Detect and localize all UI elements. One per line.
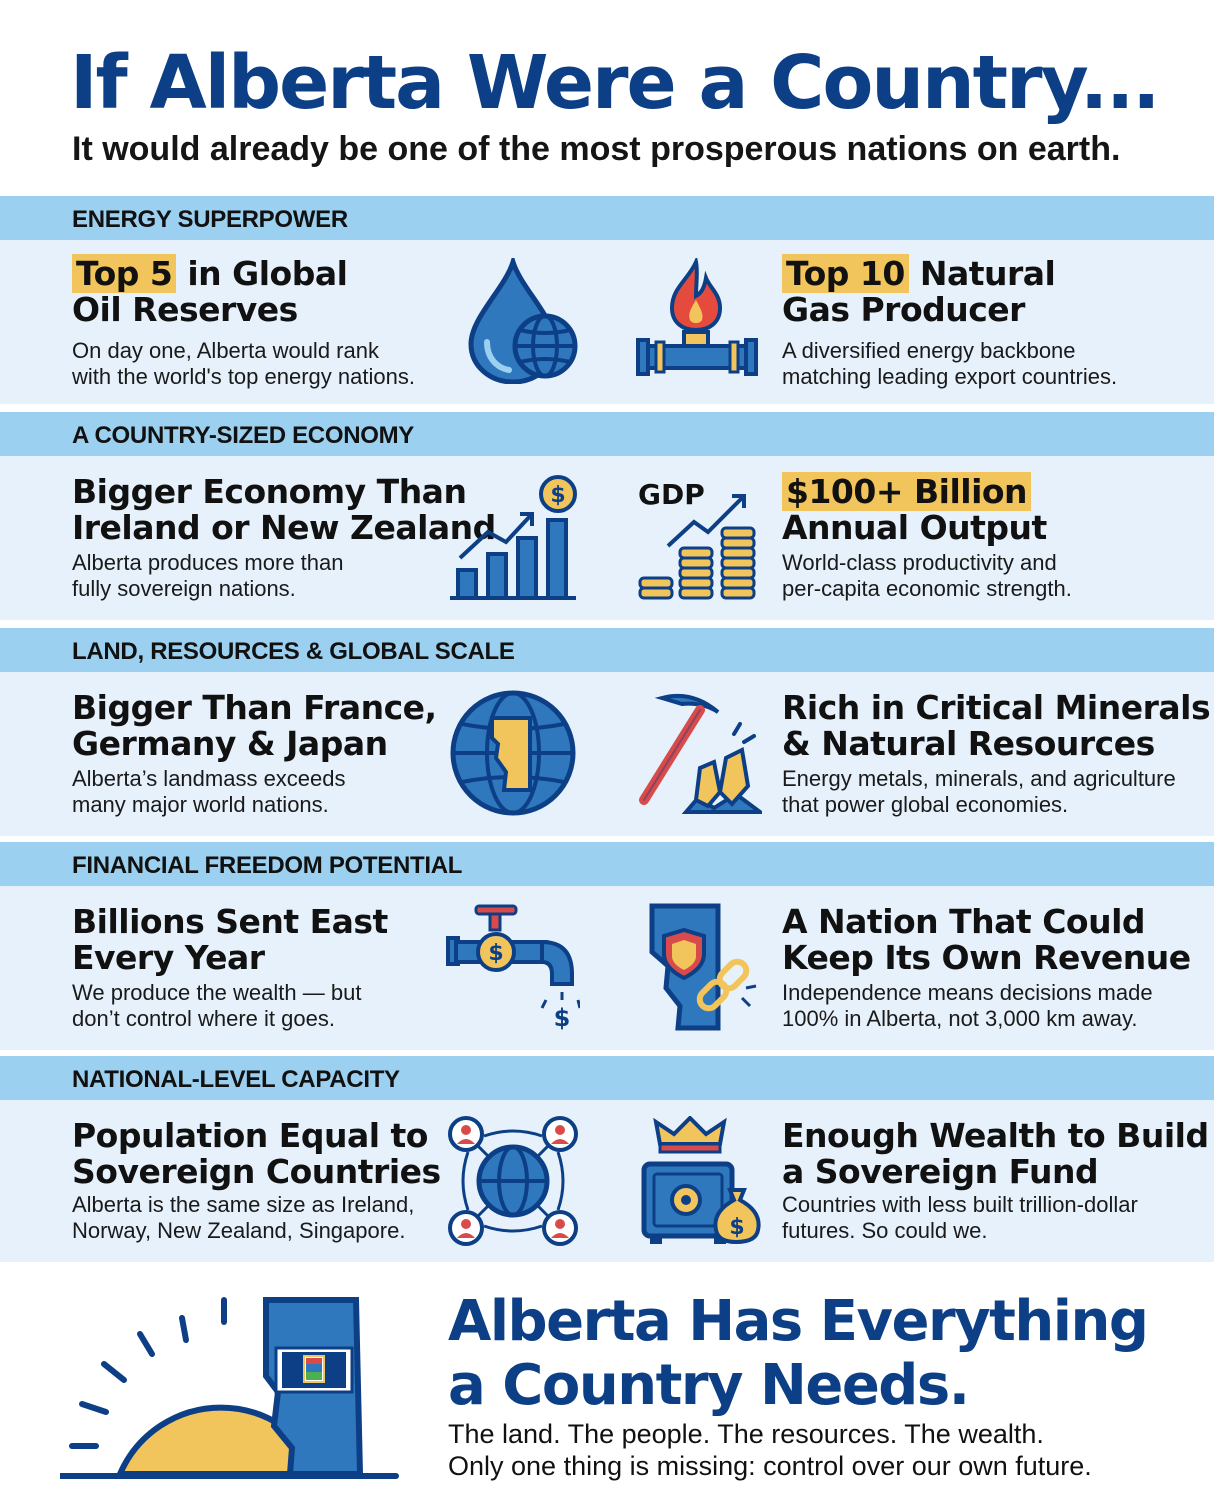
svg-text:$: $ (553, 1004, 571, 1032)
card-title-critical-minerals: Rich in Critical Minerals & Natural Resources (782, 688, 1211, 763)
card-title-natural-gas: Top 10 Natural Gas Producer (782, 254, 1056, 329)
page-title: If Alberta Were a Country... (70, 40, 1159, 126)
oil-drop-globe-icon (465, 258, 581, 384)
card-title-oil-reserves: Top 5 in Global Oil Reserves (72, 254, 348, 329)
card-title-annual-output: $100+ Billion Annual Output (782, 472, 1047, 547)
footer-title: Alberta Has Everything a Country Needs. (448, 1289, 1148, 1418)
title-highlight: Top 10 (782, 254, 909, 293)
crown-safe-moneybag-icon (640, 1116, 764, 1246)
card-text-population: Alberta is the same size as Ireland, Norway, New Zealand, Singapore. (72, 1192, 415, 1243)
gdp-label: GDP (638, 478, 705, 511)
section-bar (0, 628, 1214, 672)
section-national-capacity (0, 1056, 1214, 1264)
section-bar (0, 1056, 1214, 1100)
footer-text: The land. The people. The resources. The wealth. Only one thing is missing: control over our own future. (448, 1419, 1092, 1481)
card-text-oil-reserves: On day one, Alberta would rank with the world's top energy nations. (72, 338, 415, 389)
card-title-population: Population Equal to Sovereign Countries (72, 1116, 441, 1191)
card-text-sovereign-fund: Countries with less built trillion-dollar futures. So could we. (782, 1192, 1138, 1243)
alberta-shield-broken-chain-icon (648, 902, 762, 1032)
money-faucet-icon (446, 904, 580, 1034)
section-label: FINANCIAL FREEDOM POTENTIAL (72, 852, 463, 879)
card-title-bigger-than-france: Bigger Than France, Germany & Japan (72, 688, 437, 763)
card-text-bigger-economy: Alberta produces more than fully sovereign nations. (72, 550, 344, 601)
card-text-natural-gas: A diversified energy backbone matching leading export countries. (782, 338, 1118, 389)
section-label: NATIONAL-LEVEL CAPACITY (72, 1066, 400, 1093)
card-text-critical-minerals: Energy metals, minerals, and agriculture that power global economies. (782, 766, 1176, 817)
section-country-sized-economy (0, 412, 1214, 620)
svg-text:$: $ (550, 483, 566, 508)
card-text-billions-sent-east: We produce the wealth — but don’t control where it goes. (72, 980, 362, 1031)
card-title-sovereign-fund: Enough Wealth to Build a Sovereign Fund (782, 1116, 1209, 1191)
gas-flame-pipeline-icon (634, 258, 760, 384)
section-energy-superpower (0, 196, 1214, 404)
gdp-coin-stacks-icon (636, 474, 762, 602)
page-subtitle: It would already be one of the most prosperous nations on earth. (72, 130, 1121, 168)
card-title-keep-revenue: A Nation That Could Keep Its Own Revenue (782, 902, 1191, 977)
section-label: ENERGY SUPERPOWER (72, 206, 348, 233)
title-highlight: $100+ Billion (782, 472, 1031, 511)
growth-bar-chart-icon (448, 474, 580, 602)
footer (0, 1262, 1214, 1508)
section-bar (0, 196, 1214, 240)
header (0, 0, 1214, 190)
card-text-landmass: Alberta’s landmass exceeds many major world nations. (72, 766, 346, 817)
title-highlight: Top 5 (72, 254, 176, 293)
pickaxe-crystals-icon (636, 688, 762, 818)
section-bar (0, 842, 1214, 886)
globe-people-network-icon (448, 1116, 578, 1246)
svg-text:$: $ (488, 941, 504, 966)
card-title-bigger-economy: Bigger Economy Than Ireland or New Zealand (72, 472, 496, 547)
sunrise-alberta-flag-icon (60, 1292, 400, 1482)
svg-text:$: $ (729, 1215, 745, 1240)
section-bar (0, 412, 1214, 456)
card-title-billions-sent-east: Billions Sent East Every Year (72, 902, 388, 977)
card-text-annual-output: World-class productivity and per-capita economic strength. (782, 550, 1072, 601)
section-label: LAND, RESOURCES & GLOBAL SCALE (72, 638, 515, 665)
section-land-resources (0, 628, 1214, 836)
section-label: A COUNTRY-SIZED ECONOMY (72, 422, 415, 449)
section-financial-freedom (0, 842, 1214, 1050)
globe-alberta-icon (448, 688, 578, 818)
card-text-keep-revenue: Independence means decisions made 100% in Alberta, not 3,000 km away. (782, 980, 1153, 1031)
